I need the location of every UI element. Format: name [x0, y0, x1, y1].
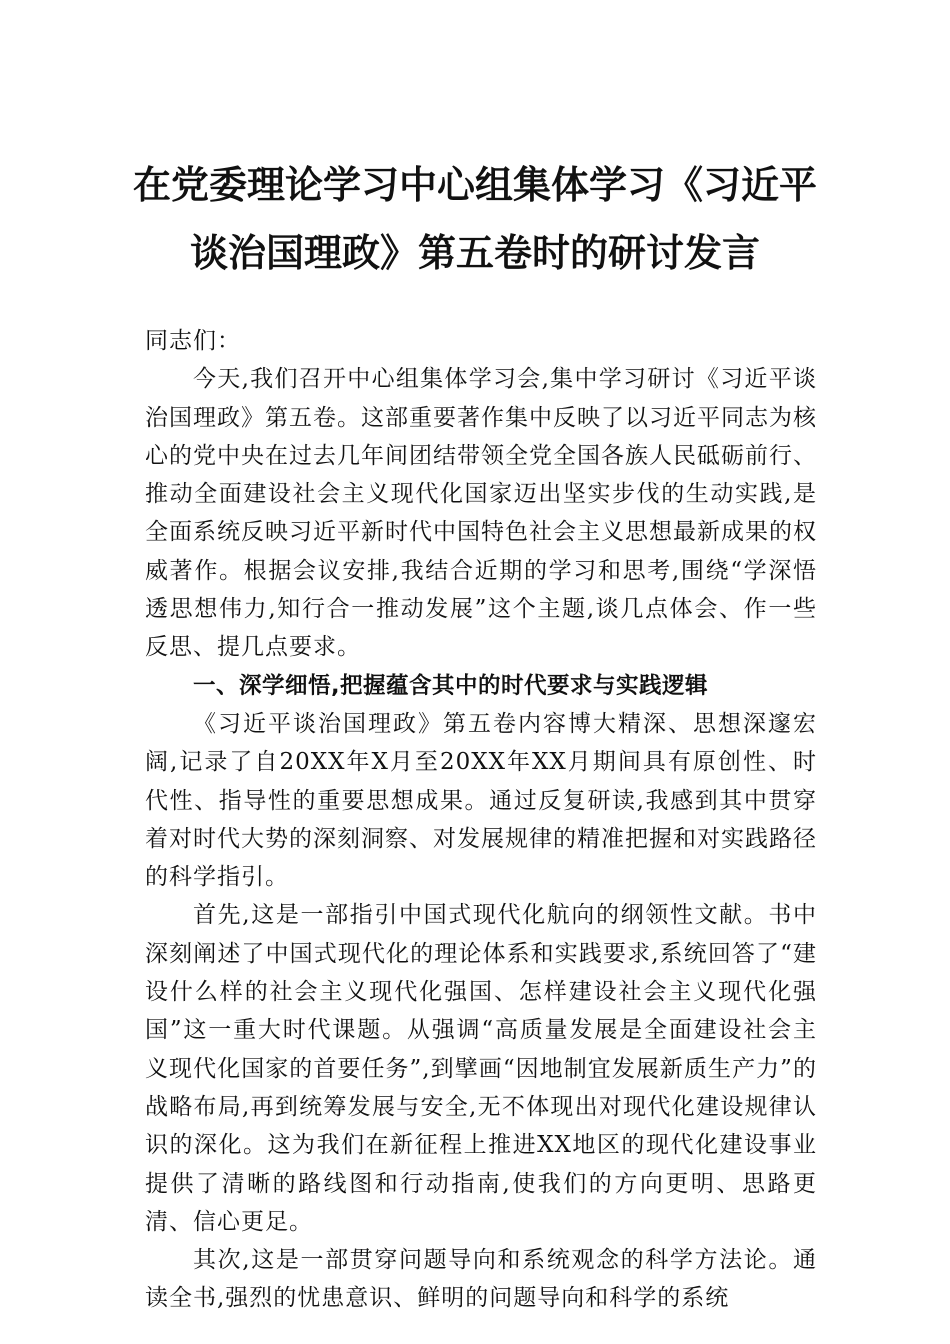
- document-body: [145, 322, 817, 1318]
- greeting: 同志们：: [145, 328, 241, 354]
- intro-paragraph: 今天,我们召开中心组集体学习会,集中学习研讨《习近平谈治国理政》第五卷。这部重要著作集中反映了以习近平同志为核心的党中央在过去几年间团结带领全党全国各族人民砥砺前行、推动全面建设社会主义现代化国家迈出坚实步伐的生动实践,是全面系统反映习近平新时代中国特色社会主义思想最新成果的权威著作。根据会议安排,我结合近期的学习和思考,围绕“学深悟透思想伟力,知行合一推动发展”这个主题,谈几点体会、作一些反思、提几点要求。: [145, 366, 817, 661]
- body-paragraph: 首先,这是一部指引中国式现代化航向的纲领性文献。书中深刻阐述了中国式现代化的理论体系和实践要求,系统回答了“建设什么样的社会主义现代化强国、怎样建设社会主义现代化强国”这一重大时代课题。从强调“高质量发展是全面建设社会主义现代化国家的首要任务”,到擘画“因地制宜发展新质生产力”的战略布局,再到统筹发展与安全,无不体现出对现代化建设规律认识的深化。这为我们在新征程上推进XX地区的现代化建设事业提供了清晰的路线图和行动指南,使我们的方向更明、思路更清、信心更足。: [145, 902, 817, 1235]
- body-paragraph: 《习近平谈治国理政》第五卷内容博大精深、思想深邃宏阔,记录了自20XX年X月至20XX年XX月期间具有原创性、时代性、指导性的重要思想成果。通过反复研读,我感到其中贯穿着对时代大势的深刻洞察、对发展规律的精准把握和对实践路径的科学指引。: [145, 710, 817, 891]
- body-paragraph: 其次,这是一部贯穿问题导向和系统观念的科学方法论。通读全书,强烈的忧患意识、鲜明的问题导向和科学的系统: [145, 1247, 817, 1312]
- section-heading: 一、深学细悟,把握蕴含其中的时代要求与实践逻辑: [193, 672, 709, 699]
- document-title-line-1: 在党委理论学习中心组集体学习《习近平: [132, 162, 817, 207]
- document-title-line-2: 谈治国理政》第五卷时的研讨发言: [189, 230, 760, 275]
